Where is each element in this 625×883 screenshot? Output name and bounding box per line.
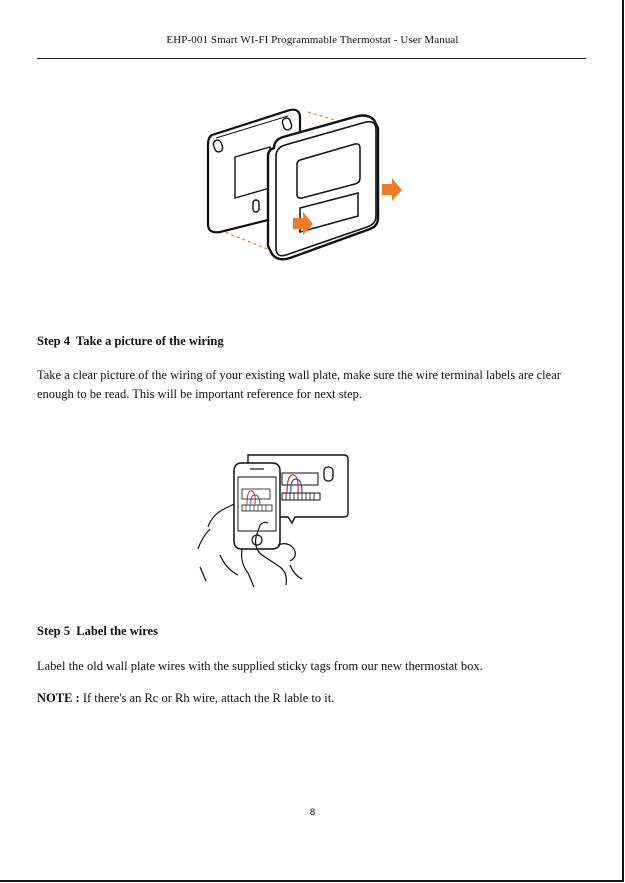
running-header: EHP-001 Smart WI-FI Programmable Thermostat - User Manual bbox=[166, 34, 459, 46]
step-4-body: Take a clear picture of the wiring of your existing wall plate, make sure the wire terminal labels are clear enough to be read. This will be important reference for next step. bbox=[37, 368, 561, 401]
header-rule bbox=[37, 58, 586, 59]
step-5-body: Label the old wall plate wires with the supplied sticky tags from our new thermostat box. bbox=[37, 659, 483, 673]
step-4-heading: Step 4 Take a picture of the wiring bbox=[37, 334, 224, 348]
thermostat-removal-illustration bbox=[190, 100, 420, 270]
note-paragraph bbox=[37, 689, 587, 708]
phone-photo-wiring-illustration bbox=[190, 445, 365, 590]
note-label: NOTE : bbox=[37, 691, 80, 705]
note-text: If there's an Rc or Rh wire, attach the R lable to it. bbox=[79, 691, 335, 705]
step-5-heading: Step 5 Label the wires bbox=[37, 624, 158, 638]
page-number: 8 bbox=[309, 808, 316, 818]
